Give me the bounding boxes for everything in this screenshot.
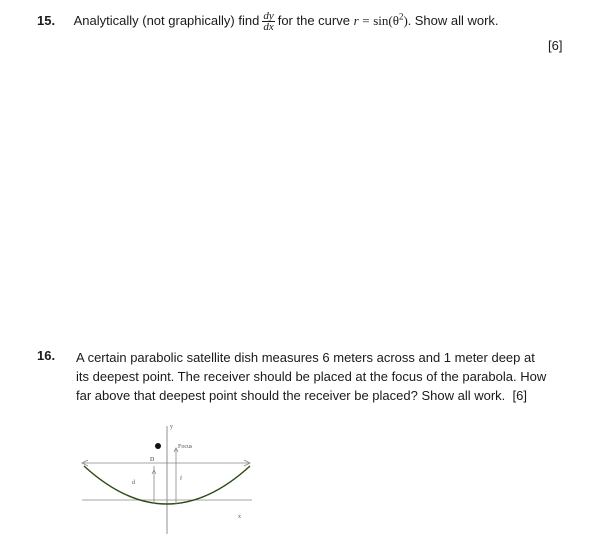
equation-exponent: 2	[398, 11, 404, 22]
equation-sign: =	[362, 12, 370, 28]
question-text: for the curve	[277, 12, 350, 28]
equation-variable: r	[353, 12, 359, 28]
fraction-numerator: dy	[263, 10, 274, 22]
question-line: A certain parabolic satellite dish measures 6 meters across and 1 meter deep at	[76, 350, 535, 365]
question-15	[37, 11, 499, 32]
f-label: f	[180, 476, 182, 482]
question-16-text	[76, 348, 596, 405]
fraction-denominator: dx	[263, 21, 274, 33]
question-text: Show all work.	[414, 12, 499, 28]
x-axis-label: x	[238, 514, 241, 520]
focus-point	[155, 443, 161, 449]
derivative-fraction	[262, 11, 274, 32]
question-line: its deepest point. The receiver should be placed at the focus of the parabola. How	[76, 369, 547, 384]
question-15-marks: [6]	[548, 38, 563, 53]
question-line: far above that deepest point should the receiver be placed? Show all work. [6]	[76, 388, 527, 403]
question-number: 15.	[37, 12, 56, 28]
d-label: d	[132, 480, 135, 486]
question-text: Analytically (not graphically) find	[73, 12, 260, 28]
equation-function: sin(θ	[373, 12, 399, 28]
y-axis-label: y	[170, 424, 173, 430]
question-16-number: 16.	[37, 348, 56, 363]
focus-label: Focus	[178, 444, 193, 450]
equation-close: ).	[403, 12, 412, 28]
D-label: D	[150, 457, 155, 463]
parabola-figure	[70, 418, 260, 538]
